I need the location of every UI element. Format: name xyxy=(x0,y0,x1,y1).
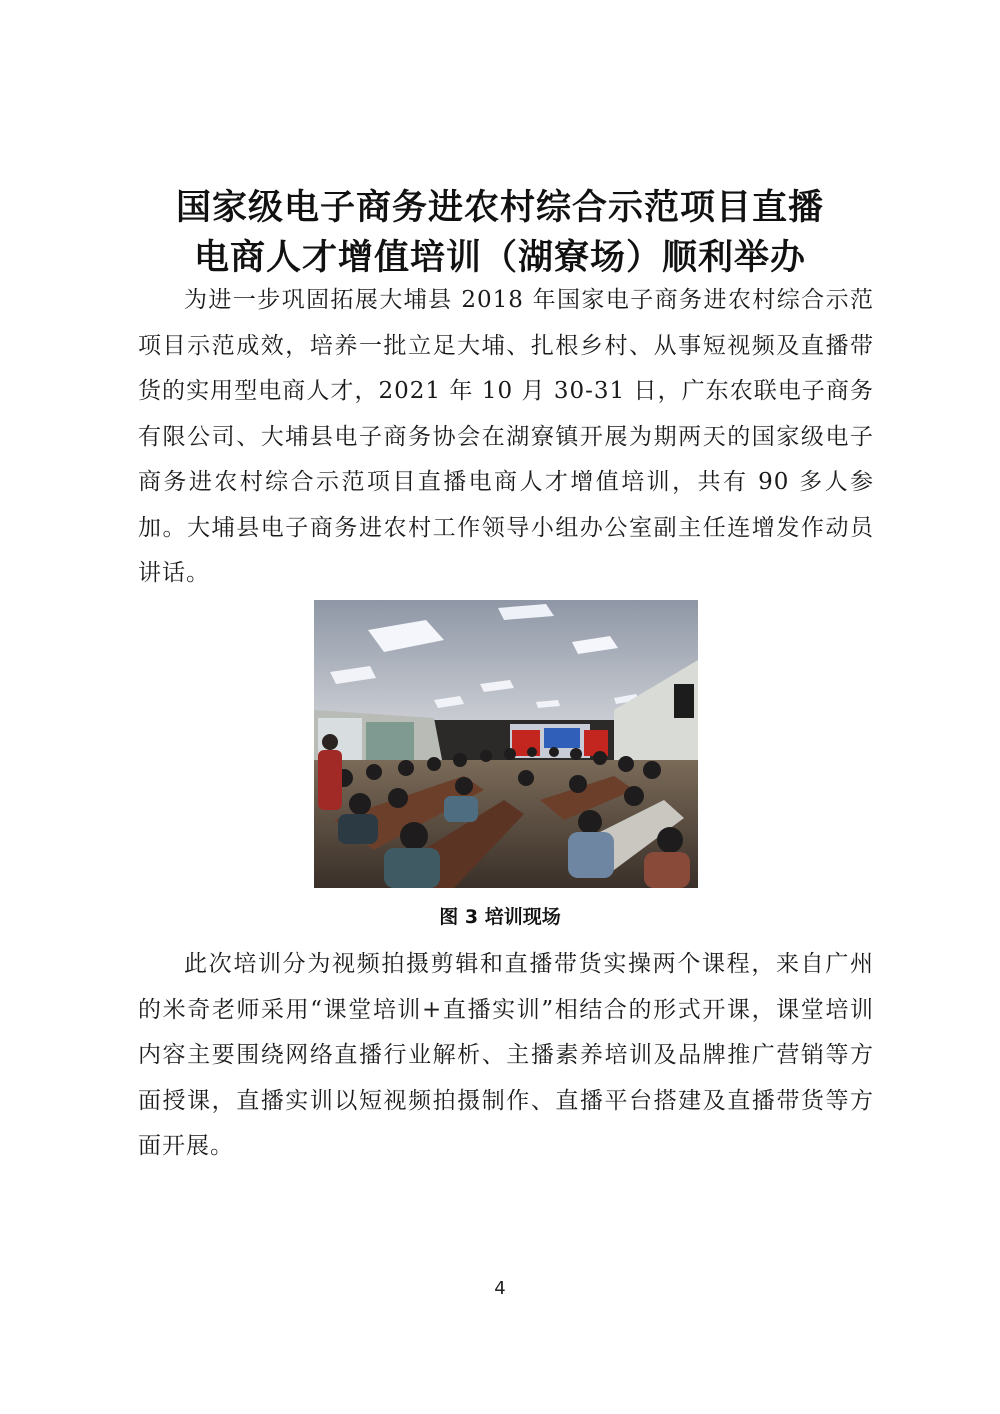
document-title-line-2: 电商人才增值培训（湖寮场）顺利举办 xyxy=(193,238,806,278)
figure-caption: 图 3 培训现场 xyxy=(439,906,561,928)
training-session-photo xyxy=(314,600,698,888)
body-paragraph-2: 此次培训分为视频拍摄剪辑和直播带货实操两个课程，来自广州的米奇老师采用“课堂培训+直播实训”相结合的形式开课，课堂培训内容主要围绕网络直播行业解析、主播素养培训及品牌推广营销等方面授课，直播实训以短视频拍摄制作、直播平台搭建及直播带货等方面开展。 xyxy=(138,951,874,1159)
body-paragraph-1: 为进一步巩固拓展大埔县 2018 年国家电子商务进农村综合示范项目示范成效，培养一批立足大埔、扎根乡村、从事短视频及直播带货的实用型电商人才，2021 年 10 月 30-31 日，广东农联电子商务有限公司、大埔县电子商务协会在湖寮镇开展为期两天的国家级电子商务进农村综合示范项目直播电商人才增值培训，共有 90 多人参加。大埔县电子商务进农村工作领导小组办公室副主任连增发作动员讲话。 xyxy=(138,287,874,586)
document-title-line-1: 国家级电子商务进农村综合示范项目直播 xyxy=(175,188,824,228)
page-number: 4 xyxy=(494,1278,506,1299)
